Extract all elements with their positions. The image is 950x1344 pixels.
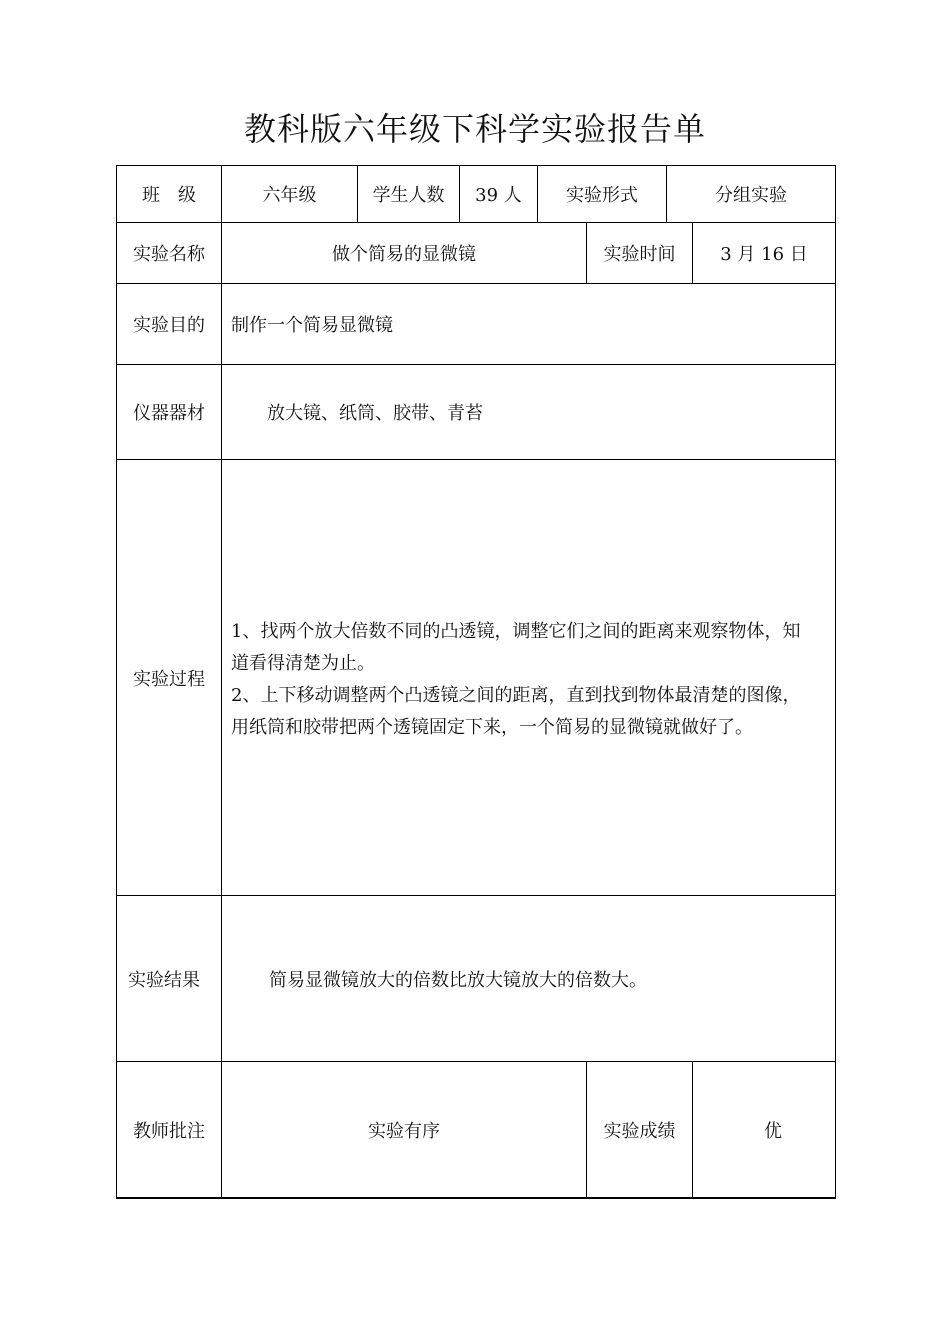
process-line: 2、上下移动调整两个凸透镜之间的距离，直到找到物体最清楚的图像，: [231, 685, 801, 706]
experiment-time-value: 3 月 16 日: [720, 244, 808, 265]
form-label: 实验形式: [566, 185, 638, 206]
teacher-comment-value: 实验有序: [368, 1120, 440, 1142]
students-label: 学生人数: [372, 185, 445, 206]
purpose-value: 制作一个简易显微镜: [231, 315, 393, 336]
form-value: 分组实验: [715, 185, 787, 206]
students-value: 39 人: [475, 185, 522, 206]
process-line: 用纸筒和胶带把两个透镜固定下来，一个简易的显微镜就做好了。: [231, 717, 753, 738]
label-column-divider: [221, 165, 222, 1199]
process-label: 实验过程: [133, 668, 205, 690]
experiment-time-label: 实验时间: [603, 244, 676, 265]
equipment-label: 仪器器材: [133, 403, 205, 424]
experiment-name-label: 实验名称: [133, 244, 205, 265]
teacher-comment-label: 教师批注: [133, 1120, 205, 1142]
process-text: [231, 616, 831, 744]
equipment-value: 放大镜、纸筒、胶带、青苔: [267, 403, 483, 424]
grade-label: 实验成绩: [603, 1120, 676, 1142]
experiment-name-value: 做个简易的显微镜: [332, 244, 476, 265]
page-title: 教科版六年级下科学实验报告单: [243, 110, 706, 148]
table-border-right: [835, 165, 836, 1199]
table-border-bottom: [116, 1197, 836, 1199]
result-value: 简易显微镜放大的倍数比放大镜放大的倍数大。: [269, 969, 647, 991]
class-label: 班 级: [142, 185, 196, 206]
process-line: 道看得清楚为止。: [231, 653, 375, 674]
grade-value: 优: [764, 1120, 782, 1142]
purpose-label: 实验目的: [133, 315, 205, 336]
row-divider: [116, 459, 836, 460]
process-line: 1、找两个放大倍数不同的凸透镜，调整它们之间的距离来观察物体，知: [231, 621, 801, 642]
result-label: 实验结果: [128, 969, 200, 991]
class-value: 六年级: [262, 185, 317, 206]
